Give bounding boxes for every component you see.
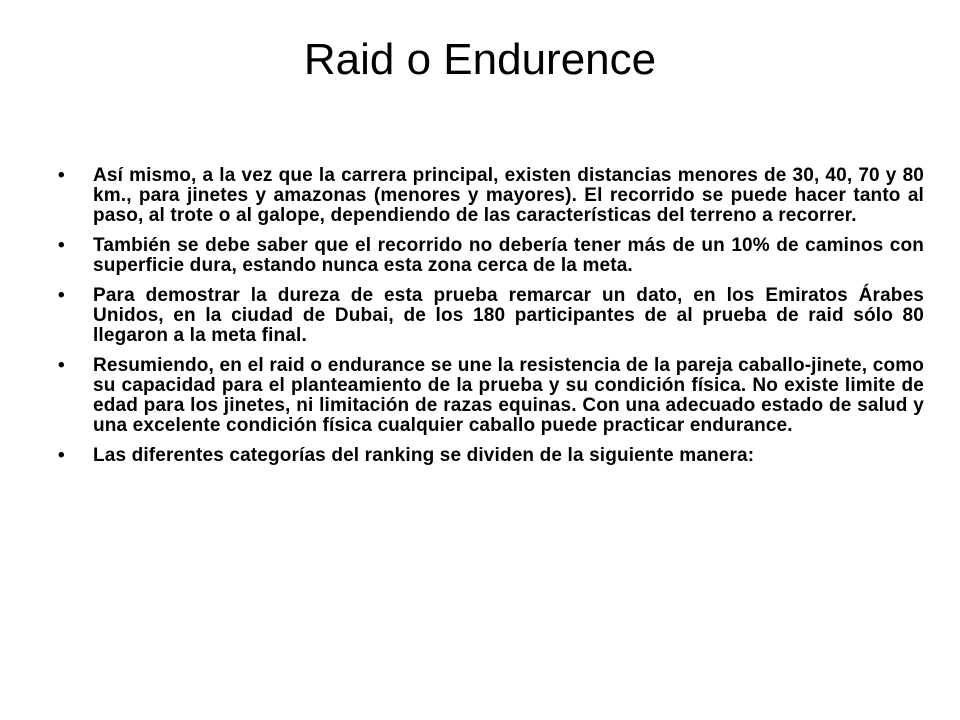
bullet-text: Resumiendo, en el raid o endurance se une la resistencia de la pareja caballo-jinete, como su capacidad para el planteamiento de la prueba y su condición física. No existe limite de edad para los jinetes, ni limitación de razas equinas. Con una adecuado estado de salud y una excelente condición física cualquier caballo puede practicar endurance. [93,355,924,436]
bullet-item [58,446,924,466]
bullet-item [58,236,924,276]
bullet-marker: • [58,165,65,186]
bullet-item [58,286,924,346]
bullet-text: Las diferentes categorías del ranking se dividen de la siguiente manera: [93,445,755,466]
bullet-list [58,166,924,476]
bullet-item [58,356,924,436]
bullet-text: También se debe saber que el recorrido no debería tener más de un 10% de caminos con superficie dura, estando nunca esta zona cerca de la meta. [93,235,924,276]
bullet-marker: • [58,445,65,466]
bullet-marker: • [58,355,65,376]
bullet-text: Para demostrar la dureza de esta prueba remarcar un dato, en los Emiratos Árabes Unidos, en la ciudad de Dubai, de los 180 participantes de al prueba de raid sólo 80 llegaron a la meta final. [93,285,924,346]
bullet-marker: • [58,235,65,256]
bullet-item [58,166,924,226]
bullet-text: Así mismo, a la vez que la carrera principal, existen distancias menores de 30, 40, 70 y 80 km., para jinetes y amazonas (menores y mayores). El recorrido se puede hacer tanto al paso, al trote o al galope, dependiendo de las características del terreno a recorrer. [93,165,924,226]
bullet-marker: • [58,285,65,306]
slide-title: Raid o Endurence [303,35,657,84]
